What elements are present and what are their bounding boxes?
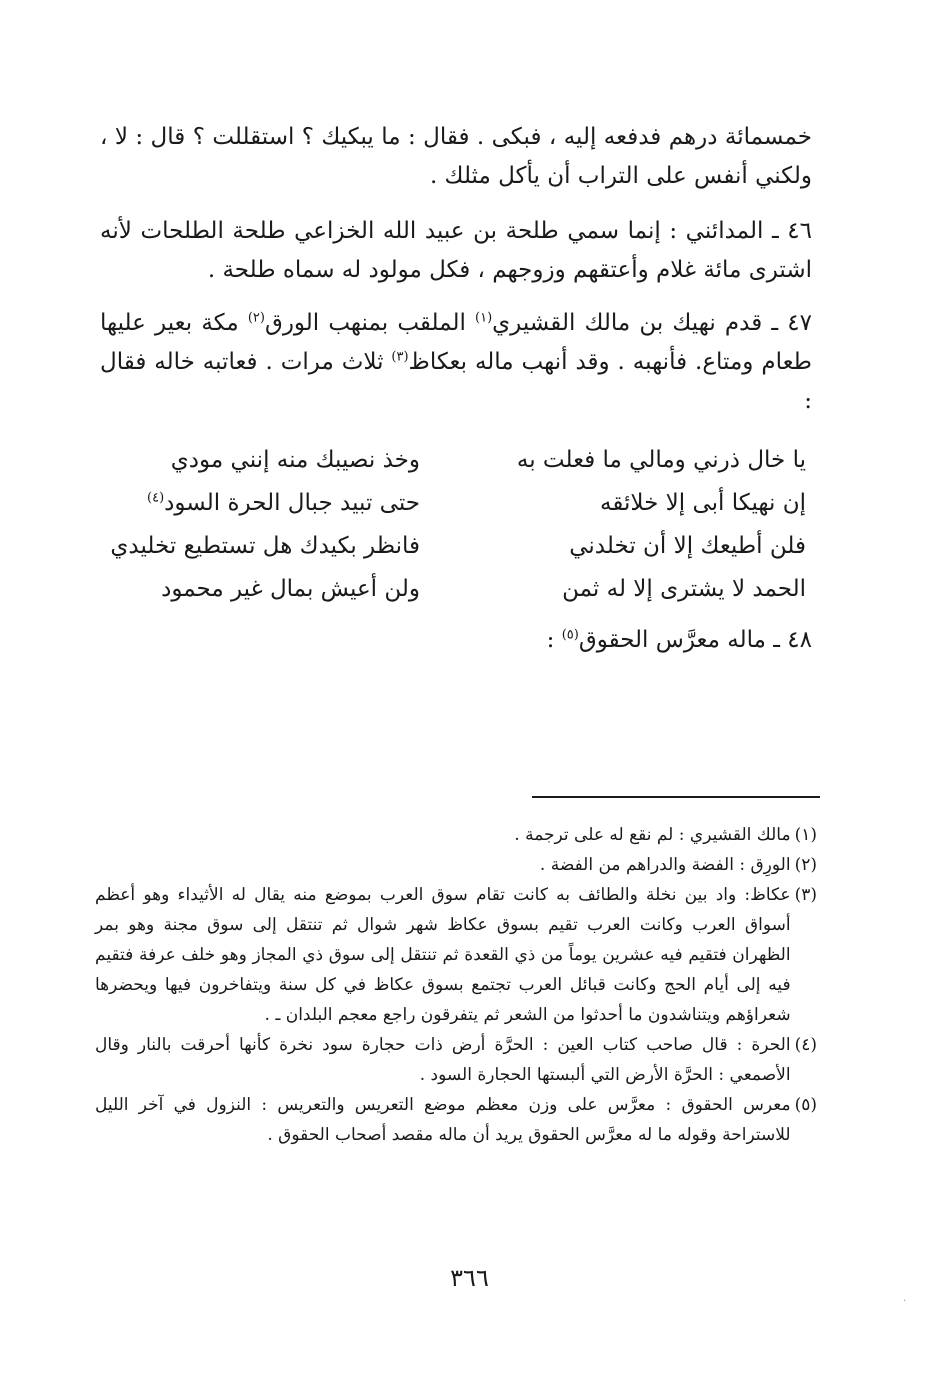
item-48 [100, 619, 812, 662]
paragraph-46: ٤٦ ـ المدائني : إنما سمي طلحة بن عبيد الله الخزاعي طلحة الطلحات لأنه اشترى مائة غلام وأعتقهم وزوجهم ، فكل مولود له سماه طلحة . [100, 218, 812, 283]
paragraph-47-text-a: ٤٧ ـ قدم نهيك بن مالك القشيري [492, 310, 812, 336]
footnotes [95, 820, 817, 1150]
verse-first-hemistich: الحمد لا يشترى إلا له ثمن [562, 576, 806, 602]
verse-second-text: فانظر بكيدك هل تستطيع تخليدي [110, 533, 420, 559]
item-48-text: ٤٨ ـ ماله معرَّس الحقوق [578, 627, 812, 653]
footnote-number: (٥) [794, 1095, 817, 1115]
verse-first-hemistich: إن نهيكا أبى إلا خلائقه [600, 490, 806, 516]
verse-line [100, 439, 812, 482]
footnote [95, 880, 817, 1030]
verse-second-text: حتى تبيد جبال الحرة السود [164, 490, 420, 516]
verse-second-hemistich [100, 568, 420, 611]
paragraph-intro: خمسمائة درهم فدفعه إليه ، فبكى . فقال : ما يبكيك ؟ استقللت ؟ قال : لا ، ولكني أنفس على التراب أن يأكل مثلك . [100, 124, 812, 189]
item-48-colon: : [546, 627, 562, 653]
footnote-ref-1: (١) [475, 310, 493, 326]
verse-second-hemistich [100, 525, 420, 568]
footnote [95, 1030, 817, 1090]
verse-first-hemistich: يا خال ذرني ومالي ما فعلت به [516, 447, 806, 473]
footnote-number: (١) [794, 825, 817, 845]
verse-second-text: وخذ نصيبك منه إنني مودي [170, 447, 420, 473]
verse-second-text: ولن أعيش بمال غير محمود [161, 576, 420, 602]
footnote-ref-3: (٣) [391, 349, 409, 365]
verse-first-hemistich: فلن أطيعك إلا أن تخلدني [569, 533, 806, 559]
verse-line [100, 525, 812, 568]
footnote-number: (٤) [794, 1035, 817, 1055]
footnote-text: معرس الحقوق : معرَّس على وزن معظم موضع التعريس والتعريس : النزول في آخر الليل للاستراحة وقوله ما له معرَّس الحقوق يريد أن ماله مقصد أصحاب الحقوق . [95, 1095, 791, 1145]
footnote-ref-2: (٢) [247, 310, 265, 326]
footnote-text: مالك القشيري : لم نقع له على ترجمة . [514, 825, 791, 845]
scan-mark: · [903, 1296, 907, 1307]
footnote-text: الورِق : الفضة والدراهم من الفضة . [539, 855, 791, 875]
verse-line [100, 482, 812, 525]
paragraph-47-text-b: الملقب بمنهب الورق [264, 310, 476, 336]
verse-second-hemistich [100, 482, 420, 525]
footnote-text: الحرة : قال صاحب كتاب العين : الحرَّة أرض ذات حجارة سود نخرة كأنها أحرقت بالنار وقال الأصمعي : الحرَّة الأرض التي ألبستها الحجارة السود . [95, 1035, 791, 1085]
footnote-number: (٣) [794, 885, 817, 905]
footnote-divider [532, 796, 820, 798]
footnote [95, 1090, 817, 1150]
page-number: ٣٦٦ [450, 1264, 489, 1292]
paragraph-47-text-c: مكة بعير عليها طعام ومتاع. فأنهبه . وقد أنهب ماله بعكاظ [100, 310, 812, 375]
footnote-ref-4: (٤) [147, 490, 165, 506]
footnote-ref-5: (٥) [561, 627, 579, 643]
footnote [95, 850, 817, 880]
verse-line [100, 568, 812, 611]
poem [100, 439, 812, 611]
footnote-text: عكاظ: واد بين نخلة والطائف به كانت تقام سوق العرب بموضع منه يقال له الأثيداء وهو أعظم أسواق العرب وكانت العرب تقيم بسوق عكاظ شهر شوال ثم تنتقل إلى سوق مجنة وهو بمر الظهران فتقيم فيه عشرين يوماً من ذي القعدة ثم تنتقل إلى سوق ذي المجاز وهو خلف عرفة فتقيم فيه إلى أيام الحج وكانت قبائل العرب تجتمع بسوق عكاظ في كل سنة ويتفاخرون فيها ويحضرها شعراؤهم ويتناشدون ما أحدثوا من الشعر ثم يتفرقون راجع معجم البلدان ـ . [95, 885, 791, 1025]
footnote [95, 820, 817, 850]
main-text [100, 118, 812, 662]
paragraph-47 [100, 304, 812, 421]
paragraph-47-text-d: ثلاث مرات . فعاتبه خاله فقال : [100, 349, 812, 414]
footnote-number: (٢) [794, 855, 817, 875]
verse-second-hemistich [100, 439, 420, 482]
